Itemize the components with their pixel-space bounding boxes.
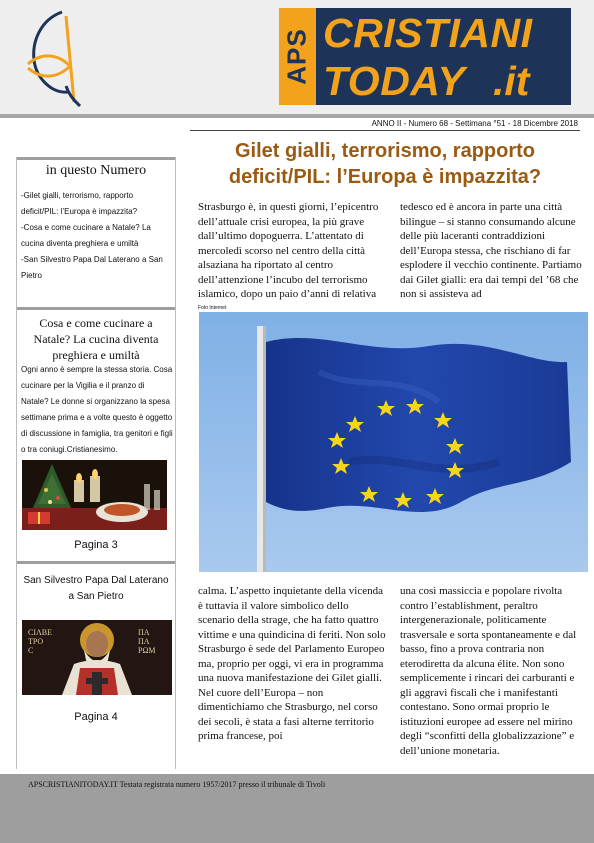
article-title[interactable]: Gilet gialli, terrorismo, rapporto deficit/PIL: l’Europa è impazzita? xyxy=(228,140,542,188)
box2-title[interactable]: San Silvestro Papa Dal Laterano a San Pietro xyxy=(23,575,169,602)
issue-divider xyxy=(190,130,580,131)
article-col2-top: tedesco ed è ancora in parte una città bilingue – si stanno consumando alcune delle più laceranti contraddizioni dell’Europa stessa, che rischiano di far esplodere il vecchio continente. Partiamo dai Gilet gialli: era dai tempi del ’68 che non si assisteva ad xyxy=(400,201,582,300)
sidebar xyxy=(16,157,176,769)
eu-flag-photo xyxy=(199,312,588,572)
toc-item[interactable]: -Cosa e come cucinare a Natale? La cucina diventa preghiera e umiltà xyxy=(21,223,151,248)
footer xyxy=(0,774,594,843)
sidebar-title: in questo Numero xyxy=(45,163,147,178)
table-of-contents xyxy=(21,188,171,284)
article-col2-bottom: una così massiccia e popolare rivolta contro l’establishment, peraltro intergenerazionale, politicamente trasversale e sorta spontaneamente e dal basso, fino a prova contraria non eterodiretta da alcuna élite. Non sono semplicemente i rincari dei carburanti e gli aggravi fiscali che i manifestanti contestano. Sono ormai proprio le istituzioni europee ad essere nel mirino degli “sconfitti della globalizzazione” e dell’unione monetaria. xyxy=(400,585,577,757)
box1-page[interactable]: Pagina 3 xyxy=(74,539,118,551)
sidebar-divider xyxy=(17,561,175,564)
masthead-aps: APS xyxy=(279,8,316,105)
masthead-cristiani: CRISTIANI xyxy=(323,10,533,56)
masthead-tld: .it xyxy=(493,58,530,104)
box1-text: Ogni anno è sempre la stessa storia. Cosa cucinare per la Vigilia e il pranzo di Natale? Le donne si organizzano la spesa settimane prima e a volte questo è oggetto di discussione in famiglia, tra genitori e figli o tra coniugi.Cristianesimo. xyxy=(21,365,173,454)
issue-info: ANNO II - Numero 68 - Settimana °51 - 18 Dicembre 2018 xyxy=(371,119,578,128)
saint-sylvester-icon-image xyxy=(22,620,172,695)
masthead-today: TODAY xyxy=(323,58,466,104)
sidebar-top-bar xyxy=(17,157,175,160)
toc-item[interactable]: -Gilet gialli, terrorismo, rapporto deficit/PIL: l’Europa è impazzita? xyxy=(21,191,138,216)
header-rule xyxy=(0,114,594,118)
toc-item[interactable]: -San Silvestro Papa Dal Laterano a San Pietro xyxy=(21,255,163,280)
article-col1-bottom: calma. L’aspetto inquietante della vicenda è tuttavia il valore simbolico dello scenario della strage, che ha fatto quattro vittime e una quindicina di feriti. Non solo Strasburgo è sede del Parlamento Europeo ma, proprio per oggi, vi era in programma una nuova manifestazione dei Gilet gialli. Nel cuore dell’Europa – non dimentichiamo che Strasburgo, nel corso dei secoli, è stata a fasi alterne territorio prima francese, poi xyxy=(198,585,386,742)
footer-text: APSCRISTIANITODAY.IT Testata registrata numero 1957/2017 presso il tribunale di Tivoli xyxy=(28,780,326,789)
icon-inscription-right: ΠΑ ΠΑ ΡΩΜ xyxy=(138,628,156,655)
fish-cross-logo-icon[interactable] xyxy=(22,6,82,110)
sidebar-divider xyxy=(17,307,175,310)
article-col1-top: Strasburgo è, in questi giorni, l’epicentro dell’attuale crisi europea, la più grave dall’ultimo dopoguerra. L’attentato di mercoledì scorso nel centro della città alsaziana ha riportato al centro dell’attenzione l’incubo del terrorismo islamico, dopo un paio d’anni di relativa xyxy=(198,201,379,300)
icon-inscription-left: CΙΛBE ΤΡΟ C xyxy=(28,628,53,655)
photo-credit: Foto Internet xyxy=(198,305,227,311)
masthead-logo[interactable] xyxy=(279,8,571,105)
christmas-dinner-image xyxy=(22,460,167,530)
box1-title[interactable]: Cosa e come cucinare a Natale? La cucina diventa preghiera e umiltà xyxy=(33,316,159,362)
box2-page[interactable]: Pagina 4 xyxy=(74,711,118,723)
